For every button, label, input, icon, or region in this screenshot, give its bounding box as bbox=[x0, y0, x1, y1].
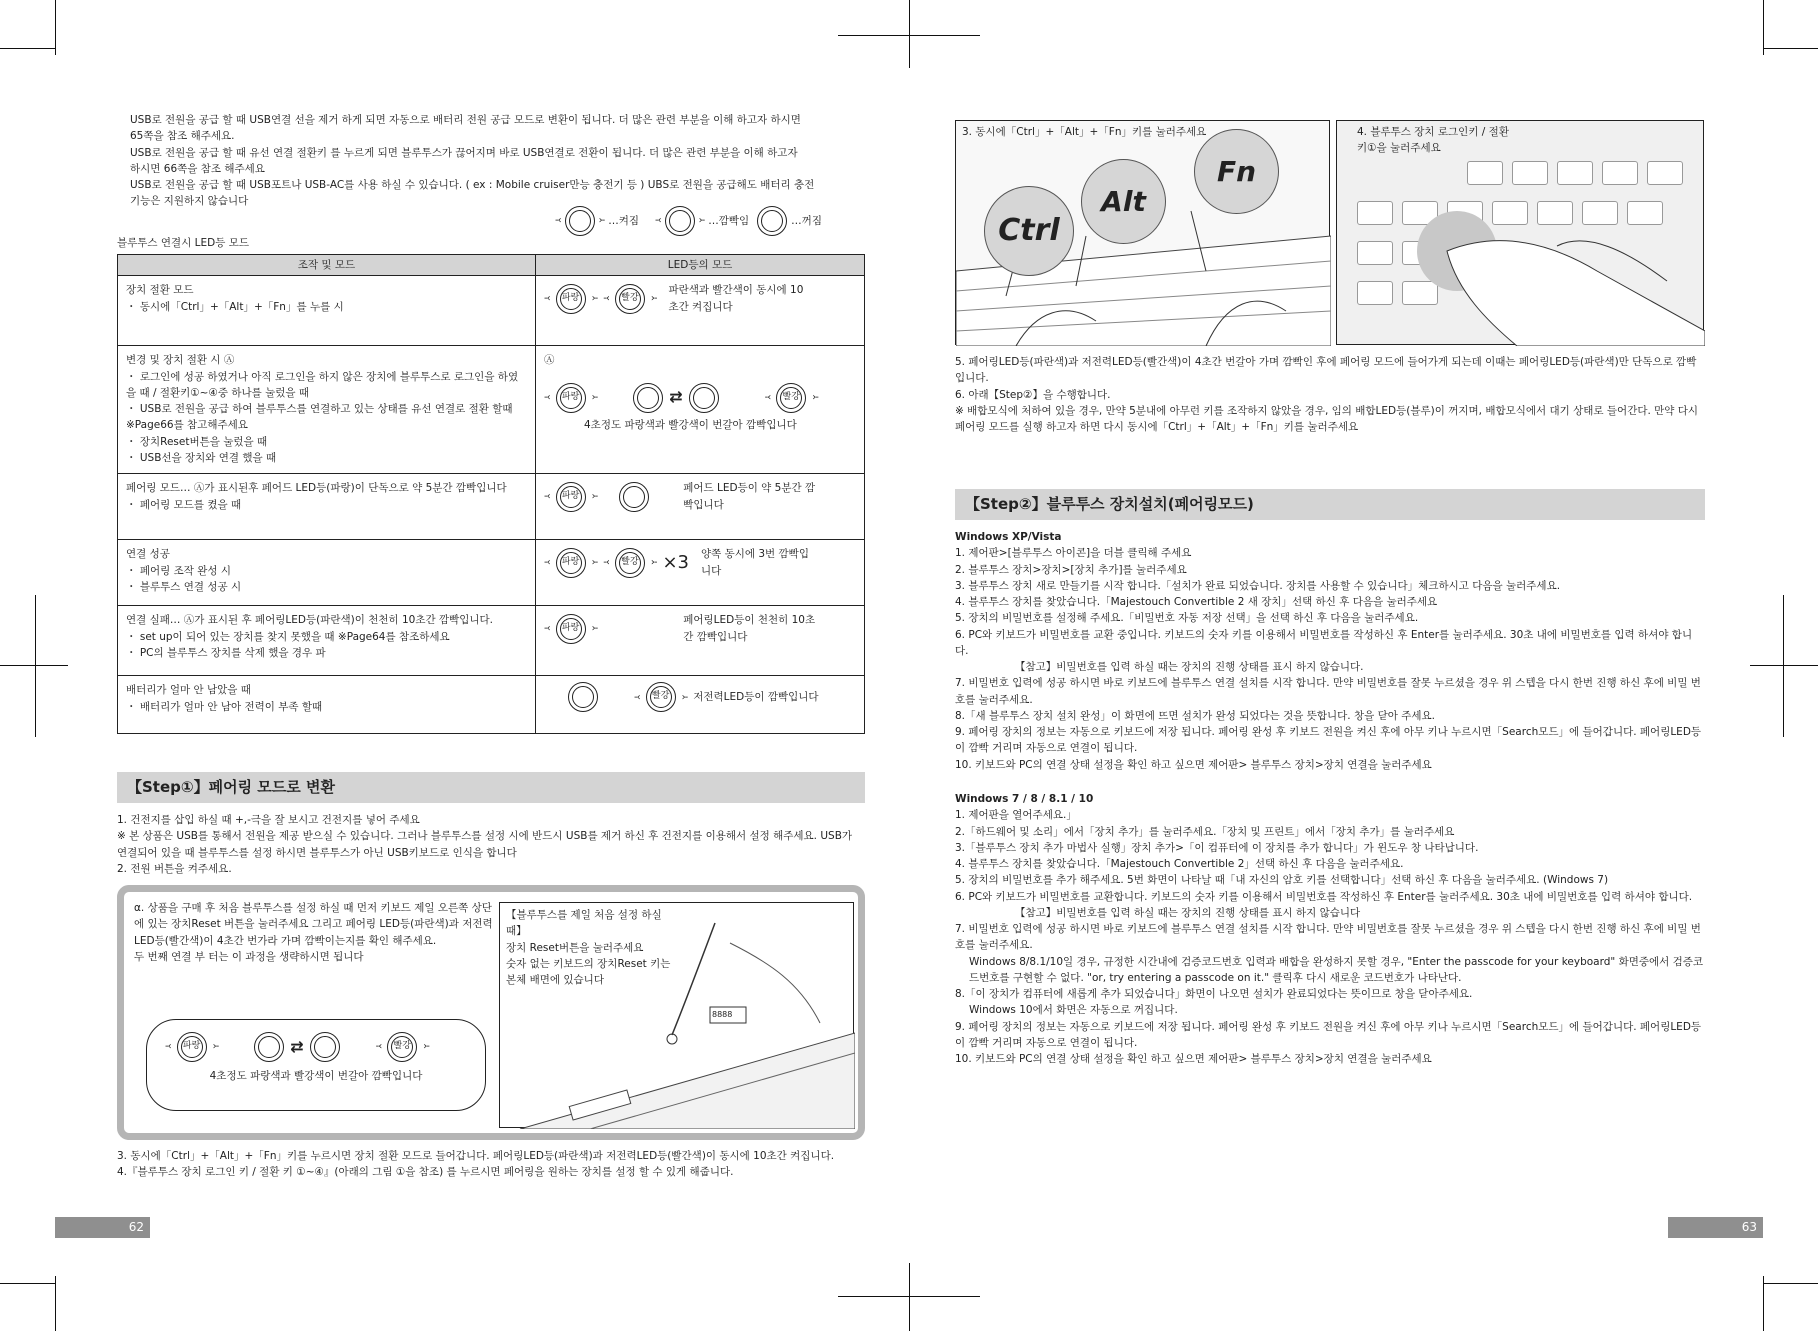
win7-step: 5. 장치의 비밀번호를 추가 해주세요. 5번 화면이 나타날 때「내 자신의 암호 키를 선택합니다」선택 하신 후 다음을 눌러주세요. (Windows 7) bbox=[955, 874, 1609, 887]
keyboard-led-label: 8888 bbox=[712, 1010, 733, 1019]
led-off-icon bbox=[757, 206, 787, 236]
led-blink-icon bbox=[665, 206, 695, 236]
intro-line: 하시면 66쪽을 참조 해주세요 bbox=[130, 162, 265, 175]
swap-arrows-icon: ⇄ bbox=[669, 387, 683, 407]
led-red-icon: 빨강 bbox=[615, 548, 645, 578]
xp-step: 7. 비밀번호 입력에 성공 하시면 바로 키보드에 블루투스 연결 설치를 시작 합니다. 만약 비밀번호를 잘못 누르셨을 경우 위 스텝을 다시 한번 진행 하신 후에 비밀 번호를 눌러주세요. bbox=[955, 677, 1701, 706]
row-title: 연결 실패… Ⓐ가 표시된 후 페어링LED등(파란색)이 천천히 10초간 깜빡입니다. bbox=[126, 614, 494, 627]
win7-step: 9. 페어링 장치의 정보는 자동으로 키보드에 저장 됩니다. 페어링 완성 후 키보드 전원을 켜신 후에 아무 키나 누르시면「Search모드」에 들어갑니다. 페어링LED등이 깜빡 거리며 자동으로 연결이 됩니다. bbox=[955, 1020, 1702, 1049]
intro-line: USB로 전원을 공급 할 때 유선 연결 절환키 를 누르게 되면 블루투스가 끊어지며 바로 USB연결로 전환이 됩니다. 더 많은 관련 부분을 이해 하고자 bbox=[130, 146, 798, 159]
intro-line: 기능은 지원하지 않습니다 bbox=[130, 195, 249, 208]
panel3-caption: 3. 동시에「Ctrl」+「Alt」+「Fn」키를 눌러주세요 bbox=[962, 126, 1207, 138]
win7-note: 【참고】비밀번호를 입력 하실 때는 장치의 진행 상태를 표시 하지 않습니다 bbox=[1015, 906, 1361, 919]
led-blue-icon: 파랑 bbox=[556, 383, 586, 413]
table-caption: 블루투스 연결시 LED등 모드 bbox=[117, 237, 250, 249]
box-note: 【블루투스를 제일 처음 설정 하실 때】 장치 Reset버튼을 눌러주세요 숫자 없는 키보드의 장치Reset 키는 본체 배면에 있습니다 bbox=[506, 909, 671, 987]
led-description: 저전력LED등이 깜빡입니다 bbox=[693, 691, 819, 704]
led-on-icon bbox=[565, 206, 595, 236]
step1-heading: 【Step①】페어링 모드로 변환 bbox=[117, 772, 865, 803]
row-bullet: ・ 페어링 조작 완성 시 bbox=[126, 564, 232, 577]
first-setup-box bbox=[117, 885, 865, 1140]
row-bullet: ・ 로그인에 성공 하였거나 아직 로그인을 하지 않은 장치에 블루투스로 로그인을 하였을 때 / 절환키①~④중 하나를 눌렀을 때 bbox=[126, 370, 519, 399]
box-text: α. 상품을 구매 후 처음 블루투스를 설정 하실 때 먼저 키보드 제일 오른쪽 상단에 있는 장치Reset 버튼을 눌러주세요 그리고 페어링 LED등(파란색)과 저전력LED등(빨간색)이 4초간 번가라 가며 깜빡이는지를 확인 해주세요. 두 번째 연결 부 터는 이 과정을 생략하시면 됩니다 bbox=[134, 902, 493, 963]
tail-line: 3. 동시에「Ctrl」+「Alt」+「Fn」키를 누르시면 장치 절환 모드로 들어갑니다. 페어링LED등(파란색)과 저전력LED등(빨간색)이 동시에 10초간 켜집니다. bbox=[117, 1150, 835, 1162]
xp-step: 2. 블루투스 장치>장치>[장치 추가]를 눌러주세요 bbox=[955, 563, 1187, 576]
step1-line: ※ 본 상품은 USB를 통해서 전원을 제공 받으실 수 있습니다. 그러나 블루투스를 설정 시에 반드시 USB를 제거 하신 후 건전지를 이용해서 설정 해주세요. USB가 연결되어 있을 때 블루투스를 설정 하시면 블루투스가 아닌 USB키보드로 인식을 합니다 bbox=[117, 830, 853, 859]
header-operation: 조작 및 모드 bbox=[118, 255, 536, 276]
xp-step: 6. PC와 키보드가 비밀번호를 교환 중입니다. 키보드의 숫자 키를 이용해서 비밀번호를 작성하신 후 Enter를 눌러주세요. 30초 내에 비밀번호를 입력 하셔야 합니다. bbox=[955, 628, 1693, 657]
led-off-icon bbox=[254, 1032, 284, 1062]
panel4-caption: 4. 블루투스 장치 로그인키 / 절환 키①을 눌러주세요 bbox=[1357, 126, 1509, 155]
login-key-illustration bbox=[1336, 120, 1704, 345]
xp-step: 10. 키보드와 PC의 연결 상태 설정을 확인 하고 싶으면 제어판> 블루투스 장치>장치 연결을 눌러주세요 bbox=[955, 758, 1432, 771]
xp-note: 【참고】비밀번호를 입력 하실 때는 장치의 진행 상태를 표시 하지 않습니다. bbox=[1015, 661, 1364, 674]
row-bullet: ・ PC의 블루투스 장치를 삭제 했을 경우 파 bbox=[126, 646, 326, 659]
led-description: 페어링LED등이 천천히 10초간 깜빡입니다 bbox=[683, 614, 816, 643]
row-bullet: ・ USB선을 장치와 연결 했을 때 bbox=[126, 451, 277, 464]
led-blue-icon: 파랑 bbox=[556, 482, 586, 512]
hand-drawing bbox=[1337, 121, 1705, 346]
tail-line: 4.『블루투스 장치 로그인 키 / 절환 키 ①~④』(아래의 그림 ①을 참조) 를 누르시면 페어링을 원하는 장치를 설정 할 수 있게 해줍니다. bbox=[117, 1166, 734, 1179]
step1-line: 1. 건전지를 삽입 하실 때 +,-극을 잘 보시고 건전지를 넣어 주세요 bbox=[117, 814, 420, 826]
led-mode-table bbox=[117, 254, 865, 734]
win7-step: 1. 제어판을 열어주세요.」 bbox=[955, 809, 1077, 822]
led-off-icon bbox=[633, 383, 663, 413]
led-off-icon bbox=[568, 682, 598, 712]
step1-tail bbox=[117, 1148, 865, 1181]
led-legend: -‹ ›- …켜짐 -‹ ›- …깜빡임 …꺼짐 bbox=[555, 206, 865, 236]
xp-step: 9. 페어링 장치의 정보는 자동으로 키보드에 저장 됩니다. 페어링 완성 후 키보드 전원을 켜신 후에 아무 키나 누르시면「Search모드」에 들어갑니다. 페어링LED등이 깜빡 거리며 자동으로 연결이 됩니다. bbox=[955, 726, 1702, 755]
win7-step: 3.「블루투스 장치 추가 마법사 실행」장치 추가>「이 컴퓨터에 이 장치를 추가 합니다」가 윈도우 창 나타납니다. bbox=[955, 841, 1479, 854]
row-bullet: ・ 페어링 모드를 켰을 때 bbox=[126, 498, 242, 511]
led-off-icon bbox=[619, 482, 649, 512]
row-mark: Ⓐ bbox=[544, 354, 555, 367]
led-red-icon: 빨강 bbox=[646, 682, 676, 712]
fn-key-bubble: Fn bbox=[1194, 129, 1279, 214]
xp-step: 5. 장치의 비밀번호를 설정해 주세요.「비밀번호 자동 저장 선택」을 선택 하신 후 다음을 눌러주세요. bbox=[955, 612, 1419, 625]
win7-step: 8.「이 장치가 컴퓨터에 새롭게 추가 되었습니다」화면이 나오면 설치가 완료되었다는 뜻이므로 창을 닫아주세요. bbox=[955, 988, 1473, 1001]
row-bullet: ・ USB로 전원을 공급 하여 블루투스를 연결하고 있는 상태를 유선 연결로 절환 할때 ※Page66를 참고해주세요 bbox=[126, 403, 513, 432]
alt-key-bubble: Alt bbox=[1081, 159, 1166, 244]
note-line: 6. 아래【Step②】을 수행합니다. bbox=[955, 388, 1111, 401]
row-bullet: ・ 배터리가 얼마 안 남아 전력이 부족 할때 bbox=[126, 700, 323, 713]
legend-off: …꺼짐 bbox=[791, 214, 822, 227]
xp-heading: Windows XP/Vista bbox=[955, 531, 1062, 543]
header-led-mode: LED등의 모드 bbox=[536, 255, 865, 276]
ctrl-key-bubble: Ctrl bbox=[984, 186, 1074, 276]
table-row: 연결 성공 ・ 페어링 조작 완성 시 ・ 블루투스 연결 성공 시 -‹ 파랑 ›- -‹ 빨강 ›- ×3 양쪽 동시에 3번 깜빡입니다 bbox=[118, 540, 865, 606]
win7-step: 2.「하드웨어 및 소리」에서「장치 추가」를 눌러주세요.「장치 및 프린트」에서「장치 추가」를 눌러주세요 bbox=[955, 825, 1455, 838]
win7-step: 4. 블루투스 장치를 찾았습니다.「Majestouch Convertible 2」선택 하신 후 다음을 눌러주세요. bbox=[955, 858, 1404, 871]
led-red-icon: 빨강 bbox=[615, 284, 645, 314]
row-bullet: ・ set up이 되어 있는 장치를 찾지 못했을 때 ※Page64를 참조하세요 bbox=[126, 630, 450, 643]
swap-arrows-icon: ⇄ bbox=[290, 1036, 304, 1056]
times-three: ×3 bbox=[662, 551, 689, 573]
led-description: 파란색과 빨간색이 동시에 10초간 켜집니다 bbox=[668, 284, 804, 313]
intro-paragraph bbox=[130, 112, 866, 210]
page-number-right: 63 bbox=[1668, 1217, 1763, 1238]
intro-line: USB로 전원을 공급 할 때 USB포트나 USB-AC를 사용 하실 수 있습니다. ( ex : Mobile cruiser만능 충전기 등 ) UBS로 전원을 공급해도 배터리 충전 bbox=[130, 179, 815, 192]
led-description: 4초정도 파랑색과 빨강색이 번갈아 깜빡입니다 bbox=[584, 418, 797, 431]
row-bullet: ・ 블루투스 연결 성공 시 bbox=[126, 580, 242, 593]
led-alternate-diagram: -‹ 파랑 ›- ⇄ -‹ 빨강 ›- 4초정도 파랑색과 빨강색이 번갈아 깜빡입니다 bbox=[146, 1019, 486, 1111]
led-red-icon: 빨강 bbox=[776, 383, 806, 413]
win7-heading: Windows 7 / 8 / 8.1 / 10 bbox=[955, 793, 1094, 805]
steps-5-6 bbox=[955, 354, 1705, 435]
note-line: 5. 페어링LED등(파란색)과 저전력LED등(빨간색)이 4초간 번갈아 가며 깜빡인 후에 페어링 모드에 들어가게 되는데 이때는 페어링LED등(파란색)만 단독으로 깜빡입니다. bbox=[955, 356, 1697, 385]
led-off-icon bbox=[689, 383, 719, 413]
led-blue-icon: 파랑 bbox=[556, 548, 586, 578]
table-row: 연결 실패… Ⓐ가 표시된 후 페어링LED등(파란색)이 천천히 10초간 깜빡입니다. ・ set up이 되어 있는 장치를 찾지 못했을 때 ※Page64를 참조하세요 ・ PC의 블루투스 장치를 삭제 했을 경우 파 -‹ 파랑 ›- 페어링LED등이 천천히 10초간 깜빡입니다 bbox=[118, 606, 865, 676]
xp-section bbox=[955, 529, 1705, 773]
legend-on: …켜짐 bbox=[608, 214, 640, 227]
row-title: 장치 절환 모드 bbox=[126, 284, 194, 297]
note-line: ※ 배합모식에 처하여 있을 경우, 만약 5분내에 아무런 키를 조작하지 않았을 경우, 임의 배합LED등(블루)이 꺼지며, 배합모식에서 대기 상태로 들어간다. 만약 다시 페어링 모드를 실행 하고자 하면 다시 동시에「Ctrl」+「Alt」+「Fn」키를 눌러주세요 bbox=[955, 404, 1699, 434]
xp-step: 4. 블루투스 장치를 찾았습니다.「Majestouch Convertible 2 새 장치」선택 하신 후 다음을 눌러주세요 bbox=[955, 596, 1438, 609]
led-off-icon bbox=[310, 1032, 340, 1062]
xp-step: 1. 제어판>[블루투스 아이콘]을 더블 클릭해 주세요 bbox=[955, 547, 1192, 560]
legend-blink: …깜빡임 bbox=[708, 214, 750, 227]
row-title: 변경 및 장치 절환 시 Ⓐ bbox=[126, 354, 235, 367]
intro-line: USB로 전원을 공급 할 때 USB연결 선을 제거 하게 되면 자동으로 배터리 전원 공급 모드로 변환이 됩니다. 더 많은 관련 부분을 이해 하고자 하시면 bbox=[130, 114, 801, 126]
led-red-icon: 빨강 bbox=[387, 1032, 417, 1062]
led-blue-icon: 파랑 bbox=[556, 284, 586, 314]
table-row: 변경 및 장치 절환 시 Ⓐ ・ 로그인에 성공 하였거나 아직 로그인을 하지 않은 장치에 블루투스로 로그인을 하였을 때 / 절환키①~④중 하나를 눌렀을 때 ・ USB로 전원을 공급 하여 블루투스를 연결하고 있는 상태를 유선 연결로 절환 할때 ※Page66를 참고해주세요 ・ 장치Reset버튼을 눌렀을 때 ・ USB선을 장치와 연결 했을 때 Ⓐ -‹ 파랑 ›- ⇄ -‹ 빨강 ›- 4초정도 파랑색과 빨강색이 번갈아 깜빡입니다 bbox=[118, 346, 865, 474]
box-caption: 4초정도 파랑색과 빨강색이 번갈아 깜빡입니다 bbox=[209, 1070, 423, 1082]
keyboard-corner-drawing bbox=[500, 903, 855, 1129]
table-row: 장치 절환 모드 ・ 동시에「Ctrl」+「Alt」+「Fn」를 누를 시 -‹ 파랑 ›- -‹ 빨강 ›- 파란색과 빨간색이 동시에 10초간 켜집니다 bbox=[118, 276, 865, 346]
row-bullet: ・ 장치Reset버튼을 눌렀을 때 bbox=[126, 435, 268, 448]
win7-section bbox=[955, 791, 1705, 1068]
win7-step: 10. 키보드와 PC의 연결 상태 설정을 확인 하고 싶으면 제어판> 블루투스 장치>장치 연결을 눌러주세요 bbox=[955, 1053, 1432, 1066]
xp-step: 3. 블루투스 장치 새로 만들기를 시작 합니다.「설치가 완료 되었습니다. 장치를 사용할 수 있습니다」체크하시고 다음을 눌러주세요. bbox=[955, 579, 1561, 592]
intro-line: 65쪽을 참조 해주세요. bbox=[130, 130, 235, 143]
row-bullet: ・ 동시에「Ctrl」+「Alt」+「Fn」를 누를 시 bbox=[126, 300, 344, 313]
led-blue-icon: 파랑 bbox=[556, 614, 586, 644]
xp-step: 8.「새 블루투스 장치 설치 완성」이 화면에 뜨면 설치가 완성 되었다는 것을 뜻합니다. 창을 닫아 주세요. bbox=[955, 709, 1435, 722]
step1-line: 2. 전원 버튼을 켜주세요. bbox=[117, 862, 232, 875]
row-title: 연결 성공 bbox=[126, 548, 170, 561]
win7-step: 6. PC와 키보드가 비밀번호를 교환합니다. 키보드의 숫자 키를 이용해서 비밀번호를 작성하신 후 Enter를 눌러주세요. 30초 내에 비밀번호를 입력 하셔야 합니다. bbox=[955, 890, 1693, 903]
ctrl-alt-fn-illustration bbox=[955, 120, 1330, 345]
win7-step: 7. 비밀번호 입력에 성공 하시면 바로 키보드에 블루투스 연결 설치를 시작 합니다. 만약 비밀번호를 잘못 누르셨을 경우 위 스텝을 다시 한번 진행 하신 후에 비밀 번호를 눌러주세요. bbox=[955, 923, 1701, 952]
table-row: 배터리가 얼마 안 남았을 때 ・ 배터리가 얼마 안 남아 전력이 부족 할때 -‹ 빨강 ›- 저전력LED등이 깜빡입니다 bbox=[118, 676, 865, 734]
win7-note: Windows 8/8.1/10일 경우, 규정한 시간내에 검증코드번호 입력과 배합을 완성하지 못할 경우, "Enter the passcode for your keyboard" 화면중에서 검증코드번호를 구현할 수 없다. "or, try entering a passcode on it." 클릭후 다시 새로운 코드번호가 나타난다. bbox=[969, 955, 1704, 984]
table-row: 페어링 모드… Ⓐ가 표시된후 페어드 LED등(파랑)이 단독으로 약 5분간 깜빡입니다 ・ 페어링 모드를 켰을 때 -‹ 파랑 ›- 페어드 LED등이 약 5분간 깜빡입니다 bbox=[118, 474, 865, 540]
led-description: 페어드 LED등이 약 5분간 깜빡입니다 bbox=[683, 482, 816, 511]
win7-note: Windows 10에서 화면은 자동으로 꺼집니다. bbox=[969, 1004, 1178, 1017]
row-title: 배터리가 얼마 안 남았을 때 bbox=[126, 684, 251, 697]
step2-heading: 【Step②】블루투스 장치설치(페어링모드) bbox=[955, 489, 1705, 520]
reset-button-illustration bbox=[499, 902, 854, 1128]
led-blue-icon: 파랑 bbox=[177, 1032, 207, 1062]
led-description: 양쪽 동시에 3번 깜빡입니다 bbox=[700, 548, 809, 577]
page-number-left: 62 bbox=[55, 1217, 150, 1238]
row-title: 페어링 모드… Ⓐ가 표시된후 페어드 LED등(파랑)이 단독으로 약 5분간 깜빡입니다 bbox=[126, 482, 507, 495]
step1-body bbox=[117, 812, 865, 877]
